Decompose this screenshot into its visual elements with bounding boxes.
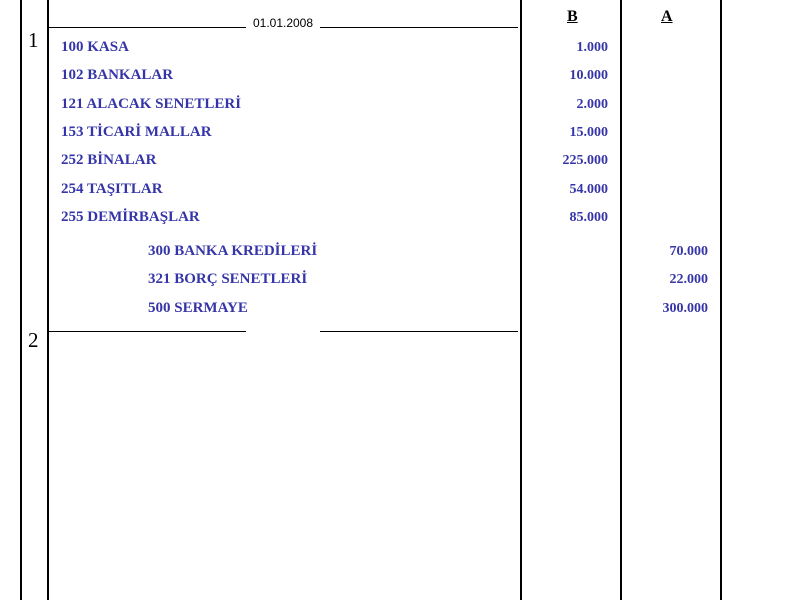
credit-column-header: A — [661, 8, 673, 25]
debit-account: 252 BİNALAR — [61, 152, 157, 168]
credit-account: 500 SERMAYE — [148, 300, 248, 316]
credit-column-line — [720, 0, 722, 600]
debit-account: 153 TİCARİ MALLAR — [61, 124, 212, 140]
debit-column-line — [620, 0, 622, 600]
entry-top-rule-right — [320, 27, 518, 28]
next-entry-number: 2 — [28, 328, 39, 352]
entry-bottom-rule-left — [49, 331, 246, 332]
debit-account: 100 KASA — [61, 39, 129, 55]
entry-bottom-rule-right — [320, 331, 518, 332]
debit-column-header: B — [567, 8, 578, 25]
credit-account: 321 BORÇ SENETLERİ — [148, 271, 308, 287]
debit-account: 254 TAŞITLAR — [61, 181, 163, 197]
debit-amount: 2.000 — [576, 97, 608, 112]
debit-amount: 85.000 — [569, 210, 608, 225]
debit-account: 121 ALACAK SENETLERİ — [61, 96, 242, 112]
debit-amount: 54.000 — [569, 182, 608, 197]
entry-number-column-line — [47, 0, 49, 600]
debit-amount: 1.000 — [576, 40, 608, 55]
entry-top-rule-left — [49, 27, 246, 28]
credit-amount: 300.000 — [662, 301, 708, 316]
debit-account: 102 BANKALAR — [61, 67, 174, 83]
debit-amount: 225.000 — [562, 153, 608, 168]
debit-amount: 15.000 — [569, 125, 608, 140]
entry-date: 01.01.2008 — [252, 16, 314, 30]
entry-number: 1 — [28, 28, 39, 52]
description-column-line — [520, 0, 522, 600]
credit-amount: 22.000 — [669, 272, 708, 287]
credit-account: 300 BANKA KREDİLERİ — [148, 243, 318, 259]
debit-amount: 10.000 — [569, 68, 608, 83]
left-margin-line — [20, 0, 22, 600]
debit-account: 255 DEMİRBAŞLAR — [61, 209, 200, 225]
credit-amount: 70.000 — [669, 244, 708, 259]
